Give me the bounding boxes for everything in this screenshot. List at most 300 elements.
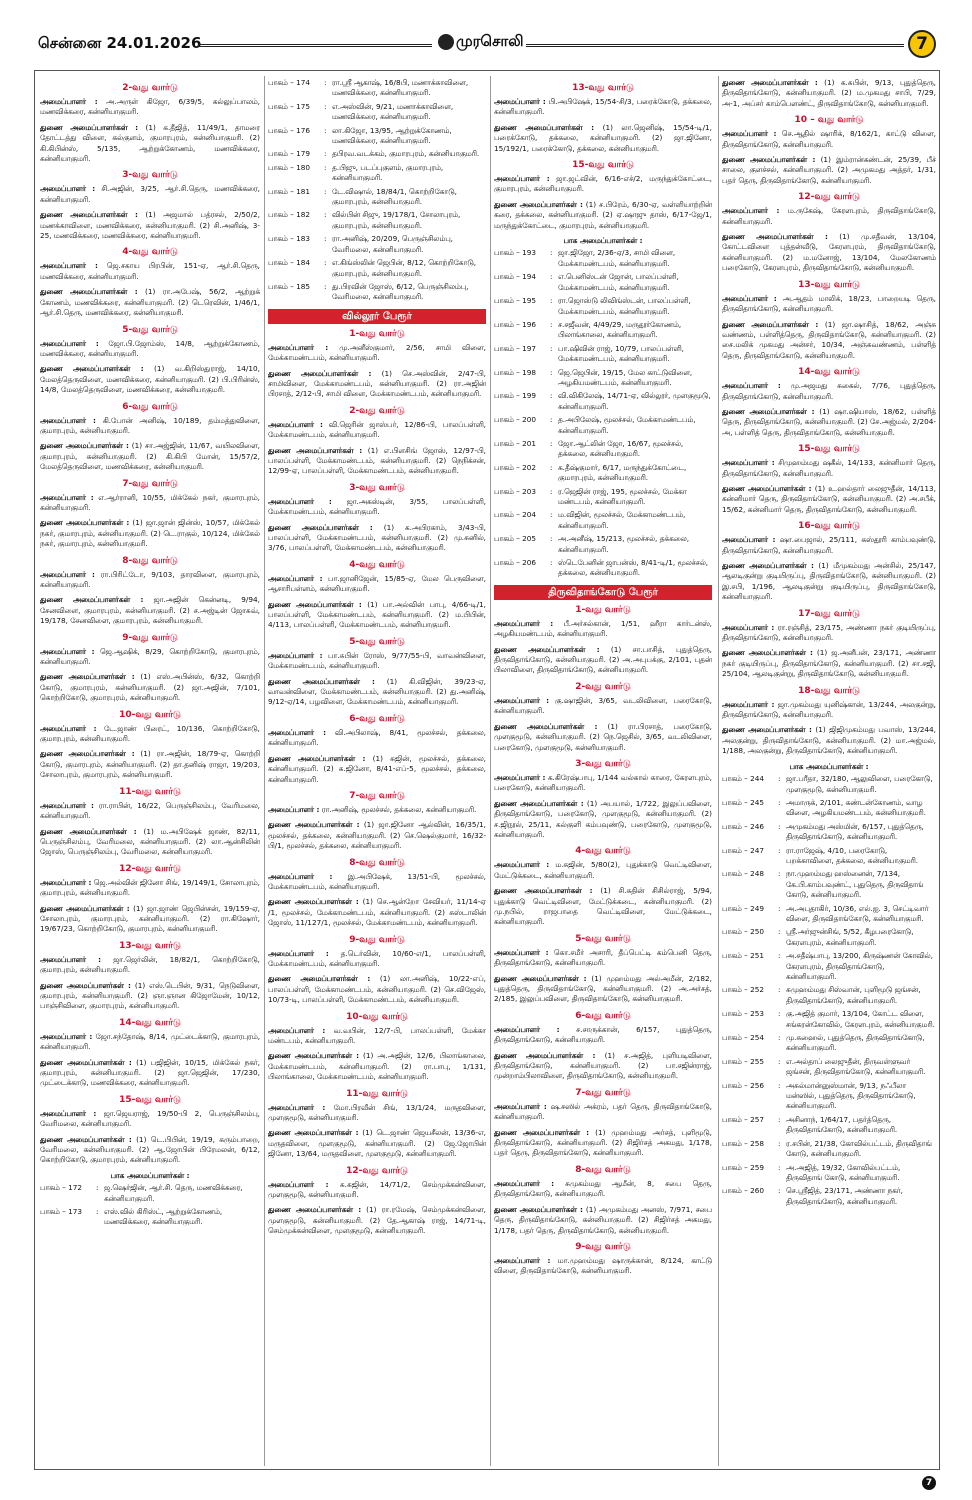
booth-number: பாகம் – 175 [268, 101, 310, 111]
appointment-entry [268, 805, 486, 815]
booth-number: பாகம் – 251 [722, 951, 764, 961]
booth-appointee: எ.அஸ்வின், 9/21, மணாக்காவிளை, மணவிக்கரை, கன்னியாகுமரி. [332, 101, 454, 122]
booth-row [494, 439, 712, 460]
booth-appointee: ர.சபின், 21/38, கோவில்பட்டம், திருவிதாங் கோடு, கன்னியாகுமரி. [786, 1138, 932, 1159]
appointee-details: எ.ஆர்ரானி, 10/55, மிக்கேல் நகர், குமாரபுரம், கன்னியாகுமரி. [40, 492, 260, 512]
booth-appointee: டே.விஷால், 18/84/1, கொற்றிகோடு, குமாரபுரம், கன்னியாகுமரி. [332, 186, 457, 207]
booth-row [268, 149, 486, 159]
booth-number: பாகம் – 253 [722, 1009, 764, 1019]
role-label: அமைப்பாளர் : [268, 650, 323, 660]
appointee-details: ரா.அனிஷ், மூலச்சல், தக்கலை, கன்னியாகுமரி. [321, 804, 477, 814]
booth-appointee: எ.கிங்ஸ்லின் ஜெபின், 8/12, கொற்றிகோடு, குமாரபுரம், கன்னியாகுமரி. [332, 258, 477, 278]
booth-row [722, 927, 936, 948]
appointee-details: டே.ஜாண் பிரைட், 10/136, கொற்றிகோடு, குமாரபுரம், கன்னியாகுமரி. [40, 723, 260, 744]
booth-colon: : [778, 1162, 781, 1172]
booth-colon: : [324, 149, 327, 159]
booth-colon: : [778, 774, 781, 784]
booth-appointee: அ.அனீஷ், 15/213, மூலச்சல், தக்கலை, கன்னியாகுமரி. [558, 534, 690, 554]
ward-heading: 7-வது வார்டு [575, 1087, 631, 1098]
booth-row [268, 187, 486, 208]
appointee-details: ஜெ.ஆஷிக், 8/29, கொற்றிகோடு, குமாரபுரம், கன்னியாகுமரி. [40, 646, 260, 667]
booth-colon: : [550, 296, 553, 306]
booth-row [40, 1183, 260, 1204]
booth-appointee: நா.முஹம்மது ஹஸ்னைன், 7/134, கே.பி.காம்பவுண்ட், புதுதெரு, திருவிதாங் கோடு, கன்னியாகுமரி. [786, 869, 924, 900]
appointee-details: பா.ஜானிஜேன், 15/85-ஏ, மேல பெருவிளை, ஆசாரிபள்ளம், கன்னியாகுமரி. [268, 573, 486, 594]
booth-appointee: ச.சஜீவன், 4/49/29, மருதூர்கோணம், பிலாங்காலை, கன்னியாகுமரி. [558, 319, 682, 340]
booth-number: பாகம் – 173 [40, 1207, 82, 1217]
appointee-details: (1) ரா.அஜின், 18/79-ஏ, கொற்றி கோடு, குமாரபுரம், கன்னியாகுமரி. (2) தா.தனிஷ் ராஜா, 19/203, சோலாபுரம், குமாரபுரம், கன்னியாகுமரி. [40, 749, 260, 780]
booth-appointee: ர.ஜெஜின் ராஜ், 195, மூலச்சல், மேக்கா மண்டபம், கன்னியாகுமரி. [558, 486, 687, 506]
role-label: அமைப்பாளர் : [494, 860, 550, 870]
appointment-entry [722, 700, 936, 721]
role-label: அமைப்பாளர் : [494, 1024, 560, 1034]
appointee-details: பா.சுபின் ரோஸ், 9/77/55-பி, வாவன்விளை, மேக்காமண்டபம், கன்னியாகுமரி. [268, 650, 486, 671]
booth-appointee: ரா.ஸ்ரீ ஆகாஷ், 16/8பி, மணாக்காவிளை, மணவிக்கரை, கன்னியாகுமரி. [332, 78, 469, 98]
appointment-entry [268, 1180, 486, 1201]
booth-number: பாகம் – 249 [722, 903, 764, 913]
booth-row [722, 1081, 936, 1112]
appointee-details: (1) அ.அஜின், 12/6, பிலாங்காலை, மேக்காமண்டபம், கன்னியாகுமரி. (2) ரா.பாபு, 1/131, பிலாங்காலை, மேக்காமண்டபம், கன்னியாகுமரி. [268, 1051, 486, 1082]
town-banner: திருவிதாங்கோடு பேரூர் [494, 585, 712, 600]
booth-number: பாகம் – 258 [722, 1138, 764, 1148]
appointee-details: (1) கி.விஜின், 39/23-ஏ, வாவன்விளை, மேக்காமண்டபம், கன்னியாகுமரி. (2) து.அனிஷ், 9/12-ஏ/14, பழவிளை, மேக்காமண்டபம், கன்னியாகுமரி. [268, 676, 486, 707]
appointee-details: ஜோ.சந்தோஷ், 8/14, முட்டைக்காடு, குமாரபுரம், கன்னியாகுமரி. [40, 1031, 260, 1052]
ward-heading: 14-வது வார்டு [798, 367, 860, 378]
role-label: அமைப்பாளர் : [268, 419, 323, 429]
booth-row [722, 1009, 936, 1030]
booth-appointee: அசினாந், 1/64/17, பதர்த்தெரு, திருவிதாங்கோடு, கன்னியாகுமரி. [786, 1114, 898, 1135]
appointment-entry [722, 294, 936, 315]
booth-colon: : [96, 1183, 99, 1193]
role-label: துணை அமைப்பாளர்கள் : [722, 483, 812, 493]
booth-colon: : [324, 78, 327, 87]
booth-appointee: ஜோ.ஆட்லின் ஜோ, 16/67, மூலச்சல், தக்கலை, கன்னியாகுமரி. [558, 438, 684, 459]
role-label: துணை அமைப்பாளர்கள் : [268, 974, 371, 984]
role-label: துணை அமைப்பாளர்கள் : [268, 820, 360, 830]
booth-row [494, 320, 712, 341]
appointment-entry [494, 1256, 712, 1277]
appointee-details: கு.ஷாஜின், 3/65, வடலிவிளை, பரைகோடு, கன்னியாகுமரி. [494, 695, 712, 716]
ward-heading: 4-வது வார்டு [575, 846, 631, 857]
booth-number: பாகம் – 248 [722, 869, 764, 879]
appointee-details: மோ.பிரவீன் சிங், 13/1/24, மருதவிளை, முளகுமூடு, கன்னியாகுமரி. [268, 1102, 486, 1123]
ward-heading: 7-வது வார்டு [122, 478, 178, 489]
booth-row [722, 822, 936, 843]
paper-name [436, 32, 524, 52]
booth-colon: : [550, 558, 553, 568]
role-label: அமைப்பாளர் : [722, 206, 780, 216]
appointment-entry [268, 574, 486, 595]
ward-heading: 6-வது வார்டு [349, 713, 405, 724]
role-label: அமைப்பாளர் : [722, 699, 775, 709]
booth-number: பாகம் – 181 [268, 186, 310, 196]
booth-row [494, 296, 712, 317]
appointee-details: (1) ஷா.ஷியாஸ், 18/62, பள்ளித் தெரு, திருவிதாங்கோடு, கன்னியாகுமரி. (2) சே.அஜ்மல், 2/204-அ, பள்ளித் தெரு, திருவிதாங்கோடு, கன்னியாகுமரி. [722, 406, 936, 437]
booth-row [722, 985, 936, 1006]
appointee-details: சு.சுஜின், 14/71/2, செம்முக்கன்விளை, முளகுமூடு, கன்னியாகுமரி. [268, 1179, 486, 1200]
ward-heading: 13-வது வார்டு [119, 940, 181, 951]
appointment-entry [40, 210, 260, 241]
appointee-details: ரா.பிரிட்டோ, 9/103, தாரவிளை, குமாரபுரம், கன்னியாகுமரி. [40, 569, 260, 589]
appointment-entry [40, 441, 260, 472]
appointee-details: (1) லா.அனிஷ், 10/22-எப், பாலப்பள்ளி, மேக்காமண்டபம், கன்னியாகுமரி. (2) செ.விஜேஸ், 10/73-டி, பாலப்பள்ளி, மேக்காமண்டபம், கன்னியாகுமரி. [268, 974, 486, 1005]
booth-row [268, 210, 486, 231]
appointee-details: (1) டெ.ஜாண் ஜெயசீலன், 13/36-எ, மருதவிளை, முளகுமூடு, கன்னியாகுமரி. (2) ஜே.ஜோபின் ஜினோ, 13/64, மருதவிளை, முளகுமூடு, கன்னியாகுமரி. [268, 1128, 486, 1159]
role-label: அமைப்பாளர் : [494, 1255, 551, 1265]
booth-row [722, 869, 936, 900]
role-label: அமைப்பாளர் : [494, 97, 546, 106]
appointee-details: மு.அனீஸ்குமார், 2/56, சாமி விளை, மேக்காமண்டபம், கன்னியாகுமரி. [268, 342, 486, 363]
ward-heading: 1-வது வார்டு [575, 604, 631, 615]
appointment-entry [40, 339, 260, 360]
ward-heading: 15-வது வார்டு [798, 444, 860, 455]
appointee-details: (1) எ.பிளசிங் ஜோஸ், 12/97-பி, பாலப்பள்ளி, மேக்காமண்டபம், கன்னியாகுமரி. (2) நெநிக்சன், 12/99-ஏ, பாலப்பள்ளி, மேக்காமண்டபம், கன்னியாகுமரி. [268, 445, 486, 476]
booth-section-heading: பாக அமைப்பாளர்கள் : [563, 236, 643, 246]
booth-appointee: கு.அஜித் குமார், 13/104, கோட்ட விளை, சங்கரன்கோவில், கேரளபுரம், கன்னியாகுமரி. [786, 1009, 935, 1029]
role-label: அமைப்பாளர் : [40, 338, 99, 348]
appointee-details: (1) அமுகம்மது அனஸ், 7/971, சபை தெரு, திருவிதாங்கோடு, கன்னியாகுமரி. (2) சிஜிர்சத் அகமது, 1/178, பதர் தெரு, திருவிதாங்கோடு, கன்னியாகுமரி. [494, 1204, 712, 1235]
ward-heading: 11-வது வார்டு [119, 786, 181, 797]
ward-heading: 9-வது வார்டு [122, 632, 178, 643]
booth-number: பாகம் – 206 [494, 558, 536, 568]
role-label: அமைப்பாளர் : [268, 804, 320, 814]
booth-number: பாகம் – 247 [722, 845, 764, 855]
booth-row [494, 344, 712, 365]
booth-appointee: த.பிஜு, படப்புகுளம், குமாரபுரம், கன்னியாகுமரி. [332, 162, 444, 183]
role-label: துணை அமைப்பாளர்கள் : [494, 1127, 590, 1137]
booth-colon: : [778, 1114, 781, 1124]
role-label: அமைப்பாளர் : [40, 723, 97, 733]
appointee-details: க.கிரேஷ்பாபு, 1/144 வல்கால் காரை, கேரளபுரம், பரைகோடு, கன்னியாகுமரி. [494, 772, 712, 793]
booth-colon: : [550, 534, 553, 544]
booth-colon: : [778, 903, 781, 913]
booth-number: பாகம் – 203 [494, 486, 536, 496]
role-label: அமைப்பாளர் : [40, 954, 102, 964]
role-label: அமைப்பாளர் : [268, 948, 329, 958]
role-label: துணை அமைப்பாளர்கள் : [268, 599, 362, 609]
appointment-entry [40, 416, 260, 437]
column-divider [490, 76, 491, 1466]
masthead [0, 0, 972, 78]
appointee-details: வி.ஜெரின் ஜாஸ்பர், 12/86-பி, பாலப்பள்ளி, மேக்காமண்டபம், கன்னியாகுமரி. [268, 419, 486, 440]
appointment-entry [494, 860, 712, 881]
role-label: துணை அமைப்பாளர்கள் : [268, 1205, 362, 1215]
booth-appointee: அ.அபுதாகிர், 10/36, எல்.ஐ. 3, செட்டிவார் விளை, திருவிதாங்கோடு, கன்னியாகுமரி. [786, 903, 929, 923]
booth-row [494, 463, 712, 484]
ward-heading: 1-வது வார்டு [349, 328, 405, 339]
appointment-entry [494, 174, 712, 195]
role-label: துணை அமைப்பாளர்கள் : [722, 78, 818, 87]
booth-row [722, 1186, 936, 1207]
appointee-details: (1) ஜா.ஷாசித், 18/62, அஞ்சு வண்ணம், பள்ளித்தெரு, திருவிதாங்கோடு, கன்னியாகுமரி. (2) சை.மலிக் முகமது அன்சர், 10/34, அஞ்சுவண்ணம், பள்ளித் தெரு, திருவிதாங்கோடு, கன்னியாகுமரி. [722, 319, 936, 360]
ward-heading: 12-வது வார்டு [798, 192, 860, 203]
appointee-details: (1) வ.கிறிஸ்துராஜ், 14/10, மேலத்தெருவிளை, மணவிக்கரை, கன்னியாகுமரி. (2) பி.பிரின்ஸ், 14/8, மேலத்தெருவிளை, மணவிக்கரை, கன்னியாகுமரி. [40, 364, 260, 395]
role-label: அமைப்பாளர் : [268, 1102, 326, 1112]
role-label: துணை அமைப்பாளர்கள் : [494, 798, 584, 808]
booth-number: பாகம் – 257 [722, 1114, 764, 1124]
booth-row [494, 368, 712, 389]
booth-section-heading: பாக அமைப்பாளர்கள் : [110, 1170, 190, 1180]
booth-appointee: ஜா.பரீதா, 32/180, ஆலுவிளை, பரைகோடு, முளகுமூடு, கன்னியாகுமரி. [786, 774, 933, 794]
appointee-details: (1) க.சுபின், 9/13, புதுத்தெரு, திருவிதாங்கோடு, கன்னியாகுமரி. (2) ம.முகமது சாபி, 7/29, அ-1, அப்சர் காம்பௌண்ட், திருவிதாங்கோடு, கன்னியாகுமரி. [722, 78, 936, 108]
appointee-details: (1) ம.அபிஷேக் ஜாண், 82/11, பெருஞ்சிலம்பு, வேரிமலை, கன்னியாகுமரி. (2) லா.ஆன்சிலின் ஜோஸ், பெருஞ்சிலம்பு, வேரிமலை, கன்னியாகுமரி. [40, 826, 260, 857]
appointee-details: ஜா.முகம்மது யுனிஷ்கான், 13/244, அலகுன்று, திருவிதாங்கோடு, கன்னியாகுமரி. [722, 699, 936, 720]
role-label: துணை அமைப்பாளர்கள் : [40, 1057, 132, 1067]
booth-number: பாகம் – 256 [722, 1080, 764, 1090]
ward-heading: 12-வது வார்டு [346, 1165, 408, 1176]
role-label: துணை அமைப்பாளர்கள் : [40, 749, 135, 759]
booth-colon: : [324, 125, 327, 135]
booth-section-heading: பாக அமைப்பாளர்கள் : [789, 761, 869, 771]
role-label: அமைப்பாளர் : [722, 129, 777, 139]
booth-appointee: வி.விகிலேஷ், 14/71-ஏ, வில்லூர், முளகுமூடு, கன்னியாகுமரி. [558, 391, 711, 411]
appointment-entry [40, 97, 260, 118]
role-label: துணை அமைப்பாளர்கள் : [268, 1051, 360, 1061]
booth-number: பாகம் – 259 [722, 1162, 764, 1172]
role-label: அமைப்பாளர் : [268, 573, 323, 583]
appointment-entry [722, 381, 936, 402]
booth-colon: : [778, 1056, 781, 1066]
booth-colon: : [778, 845, 781, 855]
booth-colon: : [550, 248, 553, 258]
appointment-entry [40, 123, 260, 165]
booth-colon: : [778, 1009, 781, 1019]
role-label: துணை அமைப்பாளர்கள் : [722, 561, 814, 570]
appointee-details: (1) சா.பாசித், புதுத்தெரு, திருவிதாங்கோடு, கன்னியாகுமரி. (2) அ.அபுபக்கு, 2/101, புதன் பிலாவிளை, திருவிதாங்கோடு, கன்னியாகுமரி. [494, 644, 712, 675]
appointment-entry [268, 523, 486, 554]
booth-colon: : [550, 272, 553, 282]
booth-appointee: செ.ஸ்ரீஜித், 23/171, அண்ணா நகர், திருவிதாங்கோடு, கன்னியாகுமரி. [786, 1186, 903, 1206]
ward-heading: 13-வது வார்டு [572, 83, 634, 93]
ward-heading: 15-வது வார்டு [572, 160, 634, 171]
booth-number: பாகம் – 195 [494, 296, 536, 306]
appointee-details: ரா.ராபின், 16/22, பெருஞ்சிலம்பு, வேரிமலை, கன்னியாகுமரி. [40, 800, 260, 821]
role-label: துணை அமைப்பாளர்கள் : [494, 1204, 583, 1214]
ward-heading: 10-வது வார்டு [346, 1011, 408, 1022]
booth-appointee: எ.பெனிஸ்டன் ஜோன், பாலப்பள்ளி, மேக்காமண்டபம், கன்னியாகுமரி. [558, 272, 679, 292]
appointment-entry [40, 287, 260, 318]
booth-row [494, 272, 712, 293]
appointee-details: (1) டெ.பிபின், 19/19, கரும்பாறை, வேரிமலை, கன்னியாகுமரி. (2) ஆ.ஜோபின் பிரேமலன், 6/12, கொற்றிகோடு, குமாரபுரம், கன்னியாகுமரி. [40, 1134, 260, 1165]
appointment-entry [494, 1128, 712, 1159]
ward-heading: 3-வது வார்டு [349, 482, 405, 493]
role-label: துணை அமைப்பாளர்கள் : [40, 287, 138, 297]
role-label: துணை அமைப்பாளர்கள் : [494, 1050, 596, 1060]
ward-heading: 12-வது வார்டு [119, 863, 181, 874]
booth-number: பாகம் – 193 [494, 248, 536, 258]
appointee-details: அ.அருள் கிஜோ, 6/39/5, கல்லுப்பாலம், மணவிக்கரை, கன்னியாகுமரி. [40, 97, 260, 117]
booth-number: பாகம் – 254 [722, 1033, 764, 1043]
appointee-details: (1) இம்ரான்கண்டன், 25/39, பீச் சாலை, குளச்சல், கன்னியாகுமரி. (2) அமுகமது அத்தர், 1/31, பதர் தெரு, திருவிதாங்கோடு, கன்னியாகுமரி. [722, 155, 936, 185]
appointee-details: இ.அபிஷேக், 13/51-பி, மூலச்சல், மேக்காமண்டபம், கன்னியாகுமரி. [268, 871, 486, 891]
booth-colon: : [778, 951, 781, 961]
booth-colon: : [324, 101, 327, 111]
booth-row [494, 534, 712, 555]
ward-heading: 5-வது வார்டு [575, 933, 631, 944]
ward-heading: 5-வது வார்டு [122, 324, 178, 335]
ward-heading: 13-வது வார்டு [798, 279, 860, 290]
booth-colon: : [324, 258, 327, 268]
appointment-entry [494, 200, 712, 231]
appointee-details: (1) ச.பிரேம், 6/30-ஏ, வள்ளியாற்றின் கரை, தக்கலை, கன்னியாகுமரி. (2) ஏ.ஷாஜு தாஸ், 6/17-ஜே/1, மருந்துக்கோட்டை, குமாரபுரம், கன்னியாகுமரி. [494, 199, 712, 230]
appointment-entry [40, 1135, 260, 1166]
ward-heading: 15-வது வார்டு [119, 1094, 181, 1105]
ward-heading: 3-வது வார்டு [575, 758, 631, 769]
booth-appointee: ஜ.ஷெர்ஜின், ஆர்.சி. தெரு, மணவிக்கரை, கன்னியாகுமரி. [104, 1183, 243, 1203]
appointment-entry [40, 801, 260, 822]
appointment-entry [494, 97, 712, 118]
booth-appointee: அ.சதீஷ்பாபு, 13/200, கிருஷ்ணன் கோவில், கேரளபுரம், திருவிதாங்கோடு, கன்னியாகுமரி. [786, 951, 933, 981]
appointment-entry [40, 261, 260, 282]
booth-number: பாகம் – 244 [722, 774, 764, 784]
appointment-entry [268, 497, 486, 518]
appointment-entry [40, 904, 260, 935]
role-label: அமைப்பாளர் : [722, 535, 776, 545]
role-label: துணை அமைப்பாளர்கள் : [268, 897, 359, 907]
appointee-details: (1) லா.ஜெனிஷ், 15/54-டி/1, பரைக்கோடு, தக்கலை, கன்னியாகுமரி. (2) ஜா.ஜினோ, 15/192/1, பரைக்கோடு, தக்கலை, கன்னியாகுமரி. [494, 122, 712, 153]
role-label: துணை அமைப்பாளர்கள் : [722, 725, 812, 735]
booth-appointee: ஜெ.ஜெபின், 19/15, மேல காட்டுவிளை, அழகியமண்டபம், கன்னியாகுமரி. [558, 367, 693, 387]
town-banner: வில்லூர் பேரூர் [268, 309, 486, 324]
role-label: அமைப்பாளர் : [40, 261, 98, 271]
appointment-entry [40, 724, 260, 745]
appointee-details: ஜா.ஜெயராஜ், 19/50-பி 2, பெருஞ்சிலம்பு, வேரிமலை, கன்னியாகுமரி. [40, 1108, 260, 1129]
booth-appointee: ம.விஜின், மூலச்சல், மேக்காமண்டபம், கன்னியாகுமரி. [558, 510, 686, 530]
appointment-entry [40, 595, 260, 626]
appointee-details: ஜா.அஜின் கென்னடி, 9/94, சேனவிளை, குமாரபுரம், கன்னியாகுமரி. (2) ச.அஜ்டின் ஜோசுவ், 19/178, சேனவிளை, குமாரபுரம், கன்னியாகுமரி. [40, 595, 260, 626]
masthead-rule-left [198, 44, 432, 47]
appointment-entry [494, 1205, 712, 1236]
role-label: துணை அமைப்பாளர்கள் : [40, 980, 131, 990]
booth-number: பாகம் – 245 [722, 797, 764, 807]
appointee-details: அ.ஆதம் மாலிக், 18/23, பாறையடி தெரு, திருவிதாங்கோடு, கன்னியாகுமரி. [722, 293, 936, 314]
role-label: அமைப்பாளர் : [494, 1101, 547, 1111]
appointee-details: வி.அபிலாஷ், 8/41, மூலச்சல், தக்கலை, கன்னியாகுமரி. [268, 727, 486, 748]
booth-row [494, 391, 712, 412]
booth-colon: : [550, 462, 553, 472]
appointment-entry [40, 878, 260, 899]
booth-row [722, 798, 936, 819]
booth-colon: : [550, 319, 553, 329]
booth-colon: : [550, 486, 553, 496]
appointment-entry [40, 955, 260, 976]
appointee-details: கொ.சமீர் அசாரி, தீப்பெட்டி கம்பெனி தெரு, திருவிதாங்கோடு, கன்னியாகுமரி. [494, 947, 712, 968]
role-label: துணை அமைப்பாளர்கள் : [494, 644, 600, 654]
role-label: அமைப்பாளர் : [722, 381, 781, 391]
appointment-entry [40, 827, 260, 858]
booth-appointee: தபிரவ.வடக்கம், குமாரபுரம், கன்னியாகுமரி. [332, 149, 480, 159]
booth-colon: : [778, 927, 781, 937]
appointee-details: (1) சுஜின், மூலச்சல், தக்கலை, கன்னியாகுமரி. (2) க.ஜினோ, 8/41-எப்-5, மூலச்சல், தக்கலை, கன்னியாகுமரி. [268, 753, 486, 784]
role-label: துணை அமைப்பாளர்கள் : [40, 518, 130, 528]
booth-number: பாகம் – 182 [268, 210, 310, 220]
role-label: துணை அமைப்பாளர்கள் : [40, 364, 144, 374]
appointment-entry [40, 1032, 260, 1053]
ward-heading: 10 – வது வார்டு [794, 115, 864, 126]
booth-row [268, 282, 486, 303]
booth-appointee: ரா.அனிஷ், 20/209, பெருஞ்சிலம்பு, வேரிமலை, கன்னியாகுமரி. [332, 234, 453, 254]
ward-heading: 7-வது வார்டு [349, 790, 405, 801]
role-label: துணை அமைப்பாளர்கள் : [722, 232, 828, 242]
edition-date: சென்னை 24.01.2026 [38, 34, 202, 52]
appointee-details: ஜா.அகஸ்டின், 3/55, பாலப்பள்ளி, மேக்காமண்டபம், கன்னியாகுமரி. [268, 496, 486, 517]
booth-appointee: சுமுஹம்மது சிஸ்வான், புளிமூடு ஜங்சன், திருவிதாங்கோடு, கன்னியாகுமரி. [786, 985, 921, 1005]
booth-colon: : [96, 1207, 99, 1217]
booth-row [722, 1115, 936, 1136]
ward-heading: 9-வது வார்டு [575, 1241, 631, 1252]
appointee-details: (1) பா.அல்வின் பாபு, 4/66-டி/1, பாலப்பள்ளி, மேக்காமண்டபம், கன்னியாகுமரி. (2) ம.பிபின், 4/113, பாலப்பள்ளி, மேக்காமண்டபம், கன்னியாகுமரி. [268, 599, 486, 630]
role-label: துணை அமைப்பாளர்கள் : [722, 319, 819, 329]
booth-colon: : [324, 186, 327, 196]
role-label: அமைப்பாளர் : [494, 695, 550, 705]
booth-row [722, 846, 936, 867]
role-label: துணை அமைப்பாளர்கள் : [40, 441, 129, 451]
booth-appointee: ரா.ராஜேஷ், 4/10, பரைகோடு, பறக்காவிளை, தக்கலை, கன்னியாகுமரி. [786, 845, 919, 865]
appointee-details: ம.சுஜின், 5/80(2), புதுக்காடு வெட்டிவிளை, மேட்டுக்கடை, கன்னியாகுமரி. [494, 860, 712, 880]
booth-row [722, 1163, 936, 1184]
ward-heading: 18-வது வார்டு [798, 685, 860, 696]
appointment-entry [494, 619, 712, 640]
role-label: துணை அமைப்பாளர்கள் : [40, 672, 135, 682]
appointee-details: (1) அஜமால் பத்ரசல், 2/50/2, மணக்காவிளை, மணவிக்கரை, கன்னியாகுமரி. (2) சி.அனிஷ், 3-25, மணவிக்கரை, மணவிக்கரை, கன்னியாகுமரி. [40, 210, 260, 241]
appointee-details: த.டெர்வின், 10/60-எ/1, பாலப்பள்ளி, மேக்காமண்டபம், கன்னியாகுமரி. [268, 948, 486, 968]
booth-colon: : [550, 438, 553, 448]
role-label: துணை அமைப்பாளர்கள் : [40, 826, 137, 836]
role-label: அமைப்பாளர் : [40, 800, 94, 810]
appointment-entry [40, 672, 260, 703]
appointment-entry [722, 206, 936, 227]
appointment-entry [268, 446, 486, 477]
role-label: அமைப்பாளர் : [40, 646, 95, 656]
appointment-entry [40, 749, 260, 780]
appointee-details: (1) உ.ஹல்தார் லைஜுதீன், 14/113, கன்னிமார் தெரு, திருவிதாங்கோடு, கன்னியாகுமரி. (2) அ.சபீக், 15/62, கன்னிமார் தெரு, திருவிதாங்கோடு, கன்னியாகுமரி. [722, 483, 936, 514]
appointment-entry [722, 232, 936, 274]
appointment-entry [494, 1179, 712, 1200]
booth-number: பாகம் – 194 [494, 272, 536, 282]
booth-appointee: பா.ஷிவின் ராஜ், 10/79, பாலப்பள்ளி, மேக்காமண்டபம், கன்னியாகுமரி. [558, 343, 684, 364]
booth-row [494, 248, 712, 269]
appointment-entry [40, 493, 260, 514]
appointee-details: (1) ரா.அபேஷ், 56/2, ஆற்றுக் கோணம், மணவிக்கரை, கன்னியாகுமரி. (2) டெரெவின், 1/46/1, ஆர்.சி.தெரு, மணவிக்கரை, கன்னியாகுமரி. [40, 287, 260, 318]
booth-row [268, 163, 486, 184]
appointment-entry [722, 561, 936, 603]
booth-row [722, 1139, 936, 1160]
appointment-entry [40, 647, 260, 668]
role-label: துணை அமைப்பாளர்கள் : [268, 368, 372, 378]
booth-number: பாகம் – 204 [494, 510, 536, 520]
appointee-details: ரா.ரஞ்சித், 23/175, அண்ணா நகர் குடியிருப்பு, திருவிதாங்கோடு, கன்னியாகுமரி. [722, 622, 936, 643]
role-label: துணை அமைப்பாளர்கள் : [722, 648, 813, 658]
booth-colon: : [324, 281, 327, 291]
booth-row [268, 126, 486, 147]
column-3 [494, 78, 712, 1463]
appointee-details: பி.அபிஷேக், 15/54-சி/3, பரைக்கோடு, தக்கலை, கன்னியாகுமரி. [494, 97, 712, 117]
ward-heading: 17-வது வார்டு [798, 608, 860, 619]
column-divider [264, 76, 265, 1466]
appointment-entry [268, 651, 486, 672]
role-label: துணை அமைப்பாளர்கள் : [494, 199, 583, 209]
booth-colon: : [324, 210, 327, 220]
booth-number: பாகம் – 172 [40, 1183, 82, 1193]
appointment-entry [722, 648, 936, 679]
role-label: அமைப்பாளர் : [722, 622, 775, 632]
appointee-details: மா.முஹம்மது ஷாருக்கான், 8/124, காட்டு விளை, திருவிதாங்கோடு, கன்னியாகுமரி. [494, 1255, 712, 1276]
appointee-details: சி.அஜின், 3/25, ஆர்.சி.தெரு, மணவிக்கரை, கன்னியாகுமரி. [40, 184, 260, 204]
booth-number: பாகம் – 174 [268, 78, 310, 87]
role-label: அமைப்பாளர் : [268, 496, 332, 506]
booth-row [722, 904, 936, 925]
appointment-entry [268, 1026, 486, 1047]
